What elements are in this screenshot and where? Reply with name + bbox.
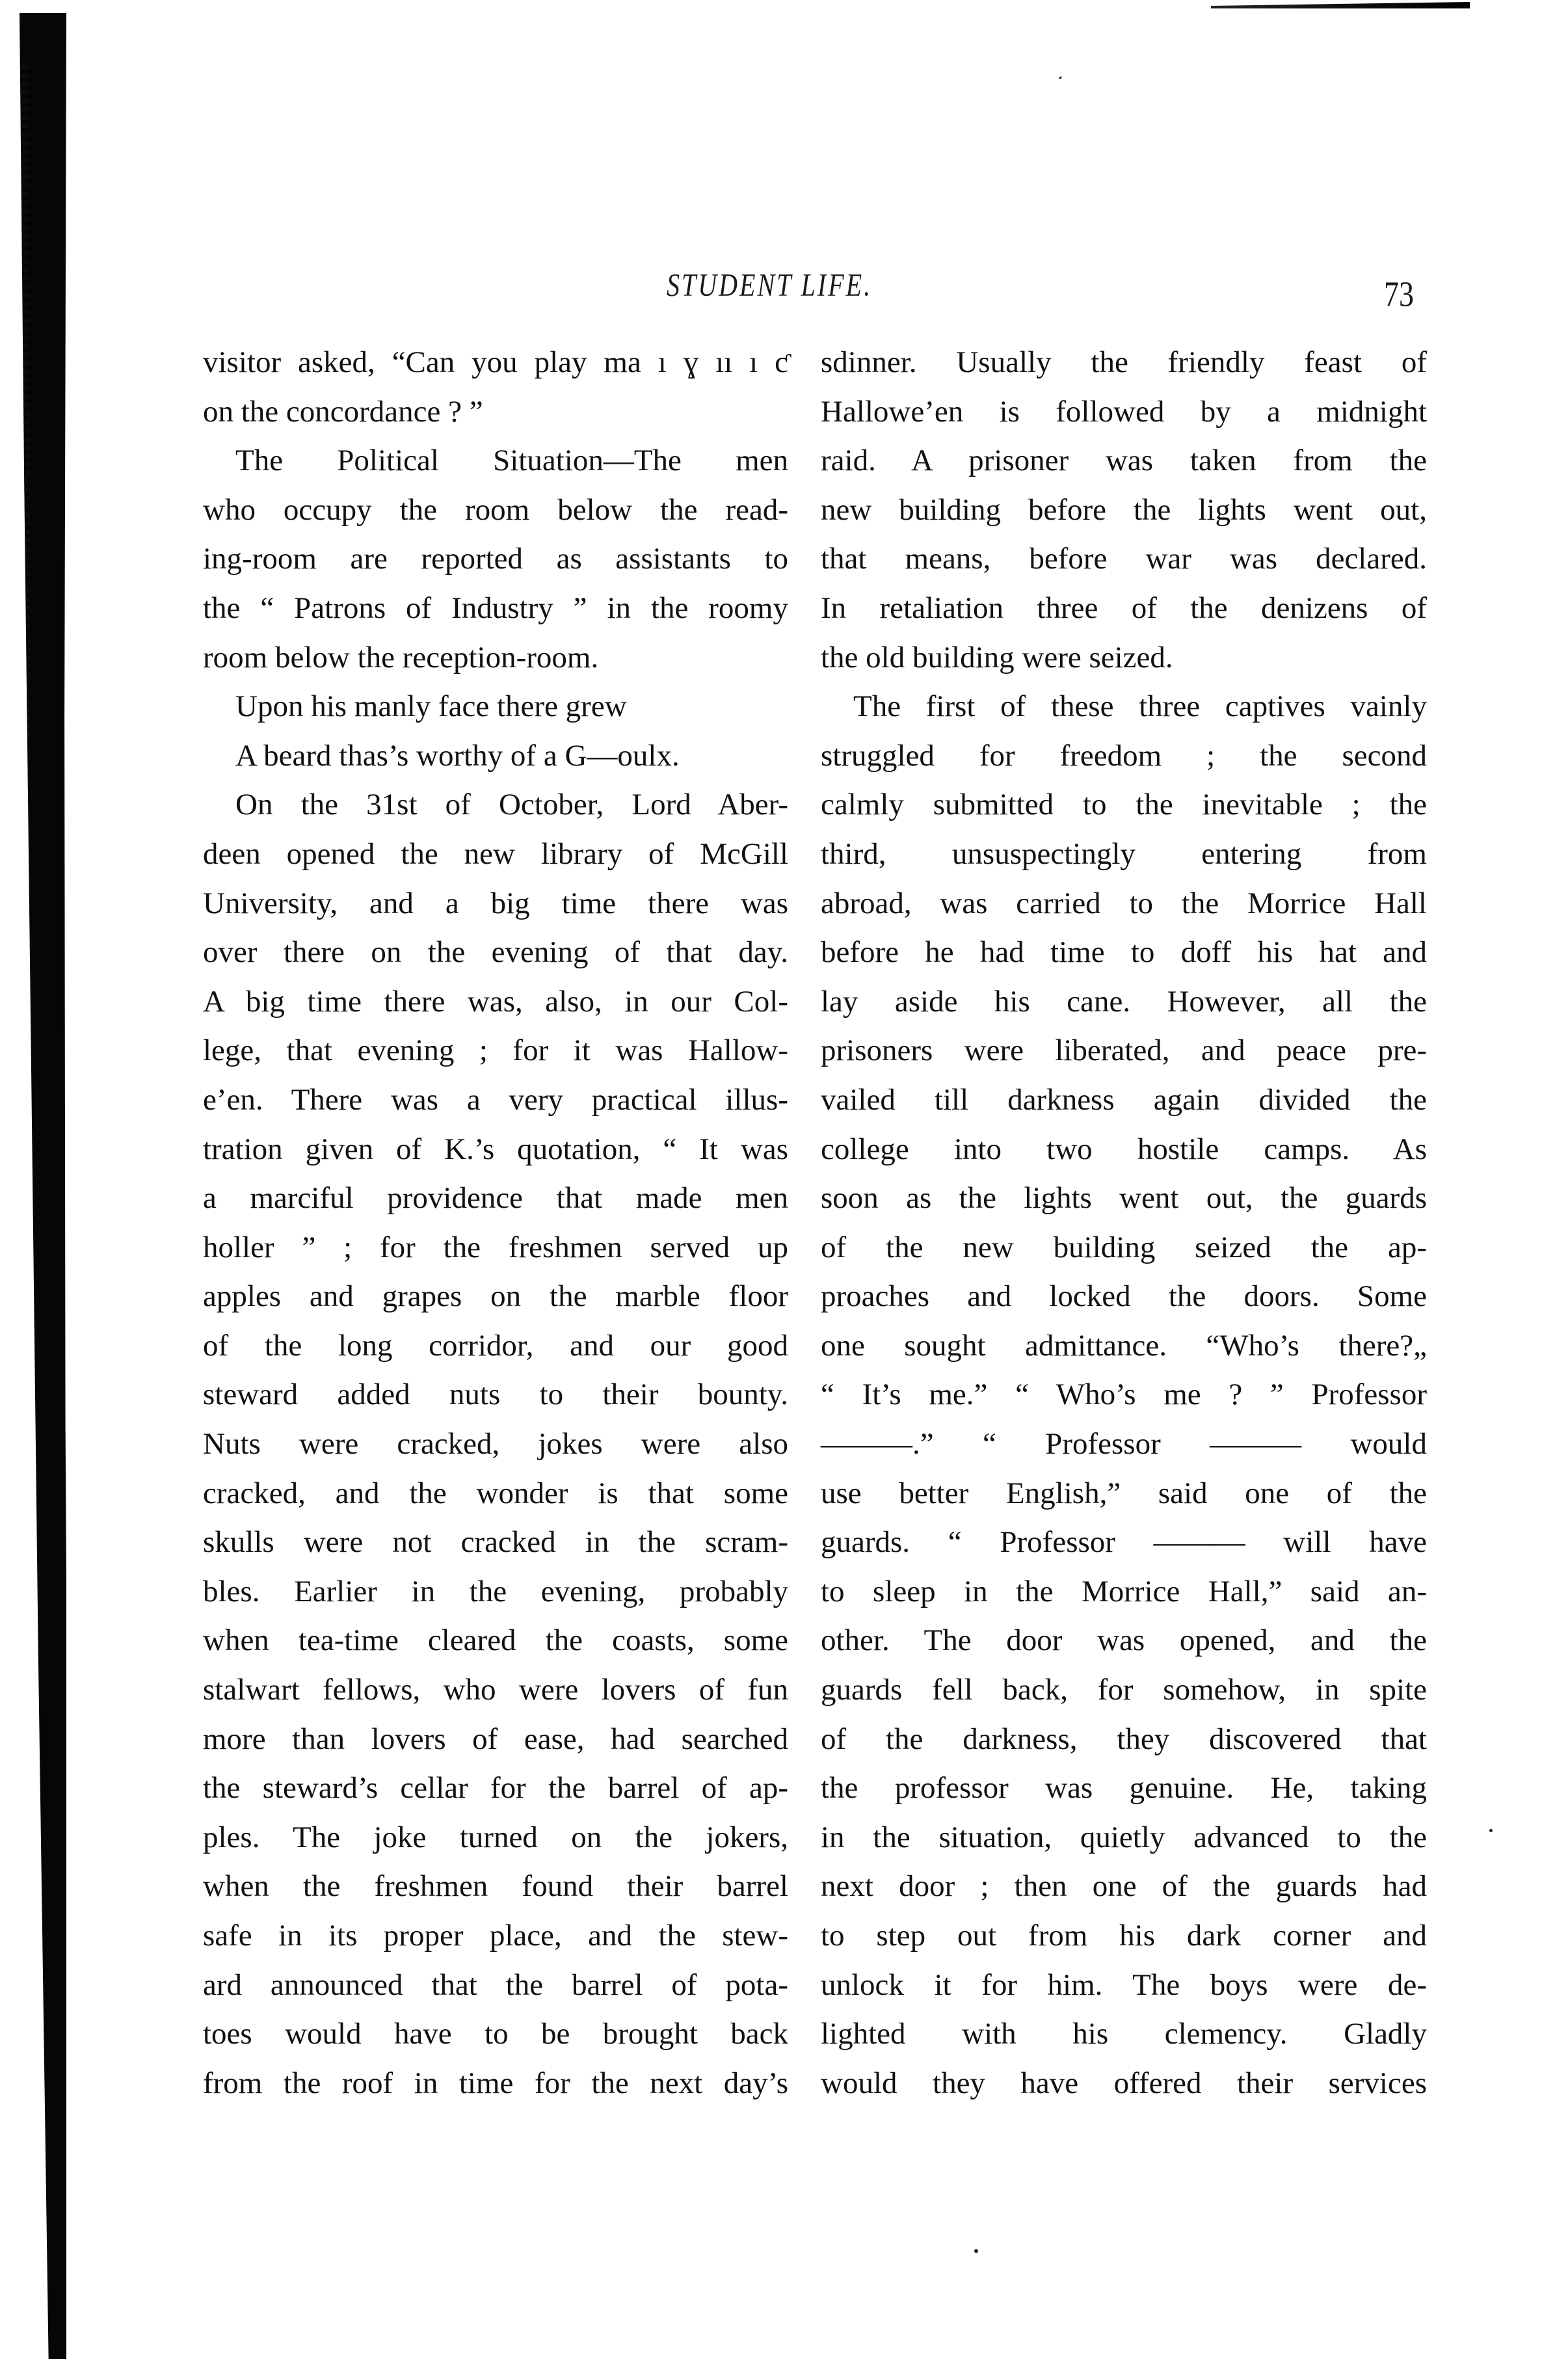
running-head: STUDENT LIFE. bbox=[667, 266, 873, 303]
text-line: one sought admittance. “Who’s there?„ bbox=[821, 1328, 1427, 1363]
text-line: unlock it for him. The boys were de- bbox=[821, 1967, 1427, 2002]
text-line: from the roof in time for the next day’s bbox=[203, 2066, 788, 2100]
text-line: Hallowe’en is followed by a midnight bbox=[821, 394, 1427, 429]
text-line: of the darkness, they discovered that bbox=[821, 1722, 1427, 1756]
text-line: lighted with his clemency. Gladly bbox=[821, 2017, 1427, 2051]
text-line: In retaliation three of the denizens of bbox=[821, 591, 1427, 625]
text-line: who occupy the room below the read- bbox=[203, 492, 788, 527]
text-line: safe in its proper place, and the stew- bbox=[203, 1919, 788, 1953]
text-line: on the concordance ? ” bbox=[203, 394, 483, 429]
scan-speck bbox=[974, 2249, 978, 2253]
text-line: new building before the lights went out, bbox=[821, 492, 1427, 527]
text-line: skulls were not cracked in the scram- bbox=[203, 1525, 788, 1560]
text-line: of the new building seized the ap- bbox=[821, 1230, 1427, 1264]
text-line: guards fell back, for somehow, in spite bbox=[821, 1673, 1427, 1707]
text-line: apples and grapes on the marble floor bbox=[203, 1279, 788, 1314]
text-line: ples. The joke turned on the jokers, bbox=[203, 1820, 788, 1854]
text-line: the professor was genuine. He, taking bbox=[821, 1771, 1427, 1806]
text-line: raid. A prisoner was taken from the bbox=[821, 444, 1427, 478]
text-line: the steward’s cellar for the barrel of ap- bbox=[203, 1771, 788, 1806]
text-line: stalwart fellows, who were lovers of fun bbox=[203, 1673, 788, 1707]
text-line: visitor asked, “Can you play ma ı ɣ ıı ı ƈ bbox=[203, 345, 788, 379]
text-line: The Political Situation—The men bbox=[235, 444, 788, 478]
text-line: the old building were seized. bbox=[821, 640, 1173, 674]
text-line: college into two hostile camps. As bbox=[821, 1132, 1427, 1166]
text-line: abroad, was carried to the Morrice Hall bbox=[821, 886, 1427, 920]
scan-speck bbox=[1059, 76, 1063, 80]
text-line: struggled for freedom ; the second bbox=[821, 738, 1427, 773]
text-line: would they have offered their services bbox=[821, 2066, 1427, 2100]
text-line: that means, before war was declared. bbox=[821, 542, 1427, 576]
left-column bbox=[203, 338, 788, 2108]
text-line: tration given of K.’s quotation, “ It was bbox=[203, 1132, 788, 1166]
text-line: prisoners were liberated, and peace pre- bbox=[821, 1033, 1427, 1068]
text-line: next door ; then one of the guards had bbox=[821, 1869, 1427, 1904]
text-line: guards. “ Professor ——— will have bbox=[821, 1525, 1427, 1560]
text-line: deen opened the new library of McGill bbox=[203, 836, 788, 871]
text-line: ———.” “ Professor ——— would bbox=[821, 1427, 1427, 1461]
text-line: Upon his manly face there grew bbox=[235, 689, 627, 724]
text-line: A beard thas’s worthy of a G—oulx. bbox=[235, 738, 680, 773]
text-line: in the situation, quietly advanced to the bbox=[821, 1820, 1427, 1854]
text-line: to sleep in the Morrice Hall,” said an- bbox=[821, 1574, 1427, 1608]
page-number: 73 bbox=[1384, 274, 1414, 314]
text-line: lege, that evening ; for it was Hallow- bbox=[203, 1033, 788, 1068]
text-line: to step out from his dark corner and bbox=[821, 1919, 1427, 1953]
text-line: cracked, and the wonder is that some bbox=[203, 1476, 788, 1510]
right-column bbox=[821, 338, 1427, 2108]
text-line: over there on the evening of that day. bbox=[203, 935, 788, 970]
text-line: University, and a big time there was bbox=[203, 886, 788, 920]
text-line: room below the reception-room. bbox=[203, 640, 599, 674]
text-line: proaches and locked the doors. Some bbox=[821, 1279, 1427, 1314]
text-line: before he had time to doff his hat and bbox=[821, 935, 1427, 970]
text-line: ard announced that the barrel of pota- bbox=[203, 1967, 788, 2002]
text-line: toes would have to be brought back bbox=[203, 2017, 788, 2051]
scan-binding-shadow bbox=[20, 13, 66, 2359]
text-line: a marciful providence that made men bbox=[203, 1181, 788, 1216]
text-line: The first of these three captives vainly bbox=[853, 689, 1427, 724]
text-line: of the long corridor, and our good bbox=[203, 1328, 788, 1363]
text-line: e’en. There was a very practical illus- bbox=[203, 1082, 788, 1117]
scan-speck bbox=[1489, 1829, 1493, 1832]
text-line: third, unsuspectingly entering from bbox=[821, 836, 1427, 871]
text-line: bles. Earlier in the evening, probably bbox=[203, 1574, 788, 1608]
text-line: sdinner. Usually the friendly feast of bbox=[821, 345, 1427, 379]
text-line: “ It’s me.” “ Who’s me ? ” Professor bbox=[821, 1378, 1427, 1412]
text-line: when tea-time cleared the coasts, some bbox=[203, 1623, 788, 1658]
text-line: lay aside his cane. However, all the bbox=[821, 984, 1427, 1019]
text-line: other. The door was opened, and the bbox=[821, 1623, 1427, 1658]
text-line: more than lovers of ease, had searched bbox=[203, 1722, 788, 1756]
text-line: vailed till darkness again divided the bbox=[821, 1082, 1427, 1117]
top-edge-rule bbox=[1211, 2, 1470, 8]
text-line: On the 31st of October, Lord Aber- bbox=[235, 788, 788, 822]
text-line: steward added nuts to their bounty. bbox=[203, 1378, 788, 1412]
text-line: calmly submitted to the inevitable ; the bbox=[821, 788, 1427, 822]
text-line: ing-room are reported as assistants to bbox=[203, 542, 788, 576]
text-line: Nuts were cracked, jokes were also bbox=[203, 1427, 788, 1461]
text-line: holler ” ; for the freshmen served up bbox=[203, 1230, 788, 1264]
text-line: use better English,” said one of the bbox=[821, 1476, 1427, 1510]
text-line: soon as the lights went out, the guards bbox=[821, 1181, 1427, 1216]
text-line: A big time there was, also, in our Col- bbox=[203, 984, 788, 1019]
text-line: when the freshmen found their barrel bbox=[203, 1869, 788, 1904]
text-line: the “ Patrons of Industry ” in the roomy bbox=[203, 591, 788, 625]
